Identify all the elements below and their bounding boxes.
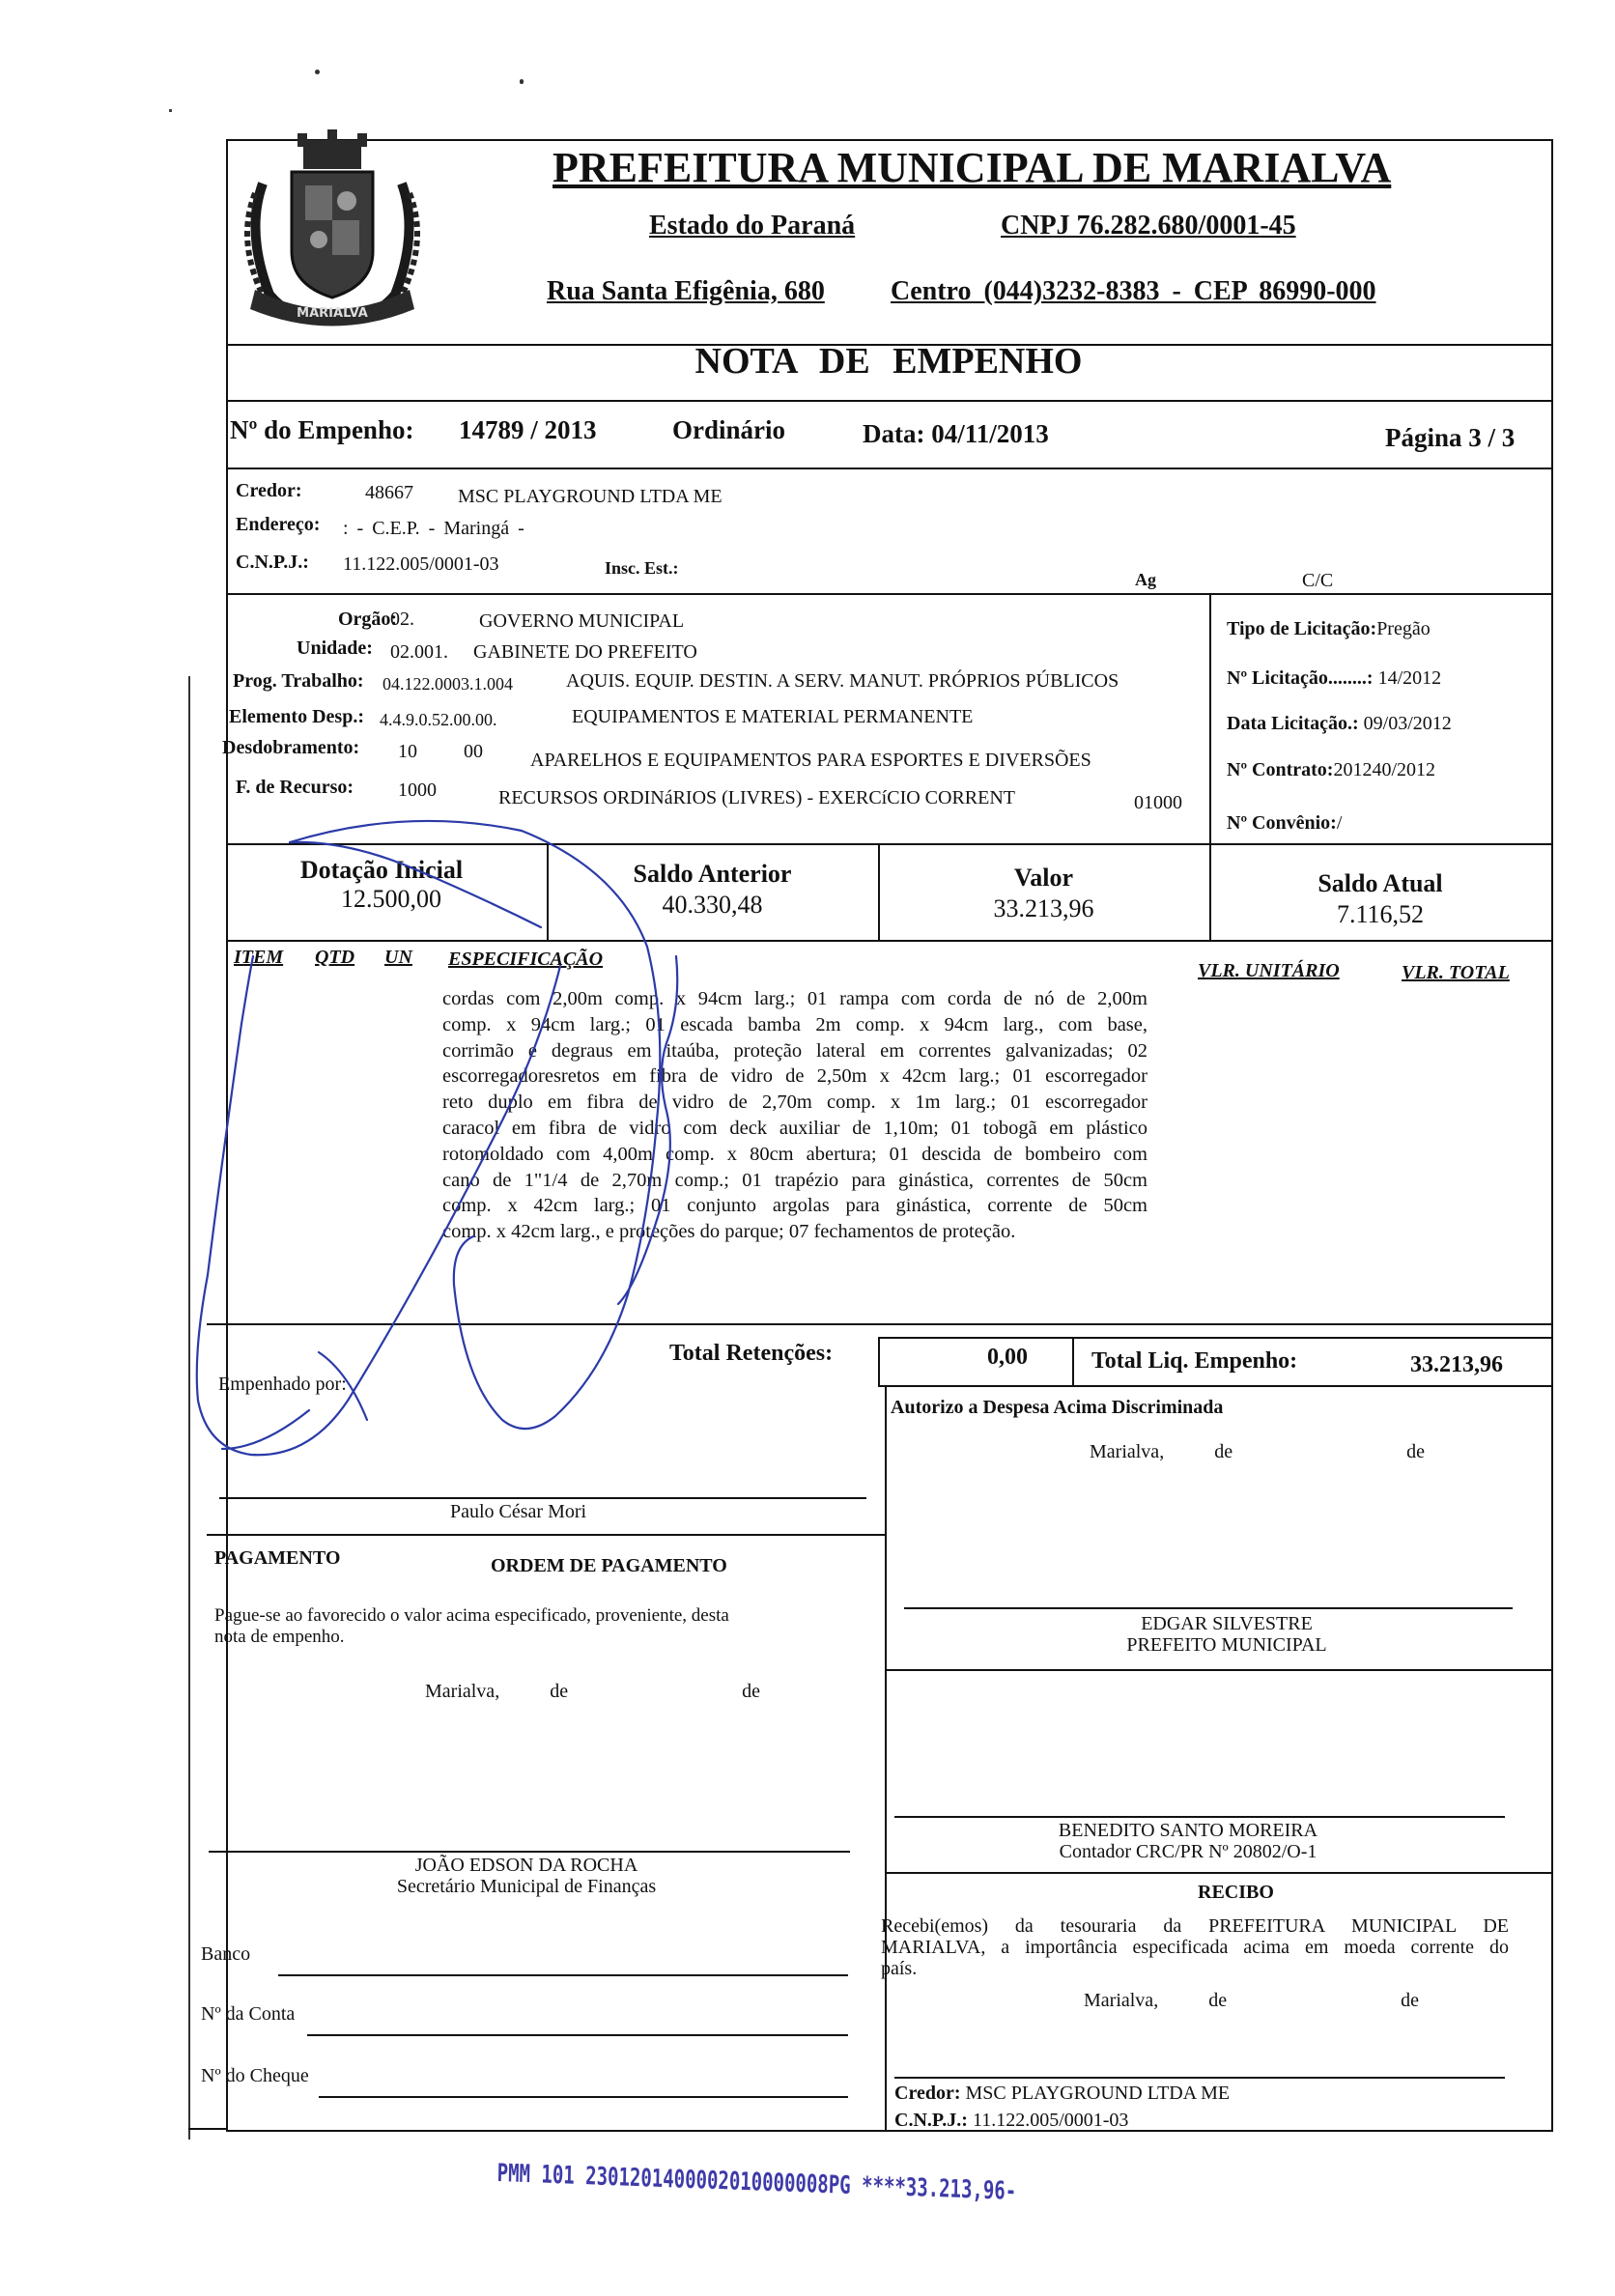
recibo-line: país.: [881, 1958, 918, 1979]
recibo-label: RECIBO: [1198, 1882, 1274, 1903]
numero-licitacao-label: Nº Licitação........:: [1227, 667, 1374, 689]
cnpj-field-label: C.N.P.J.:: [236, 552, 309, 573]
spec-line: comp. x 94cm larg.; 01 escada bamba 2m comp. x 94cm larg., com base,: [442, 1013, 1148, 1035]
liquido-value: 33.213,96: [1410, 1352, 1503, 1377]
orgao-label: Orgão:: [338, 609, 398, 630]
page-title: PREFEITURA MUNICIPAL DE MARIALVA: [552, 144, 1392, 191]
recibo-cnpj-label: C.N.P.J.:: [894, 2110, 968, 2131]
valor-value: 33.213,96: [993, 894, 1094, 922]
spec-line: cordas com 2,00m comp. x 94cm larg.; 01 rampa com corda de nó de 2,00m: [442, 988, 1148, 1009]
col-unit-value: VLR. UNITÁRIO: [1198, 960, 1340, 981]
orgao-code: 02.: [390, 609, 414, 630]
spec-line: rotomoldado com 4,00m comp. x 80cm abertura; 01 descida de bombeiro com: [442, 1143, 1148, 1165]
date-de-1: de: [1208, 1990, 1228, 2011]
spec-line: caracol em fibra de vidro com deck auxiliar de 1,10m; 01 tobogã em plástico: [442, 1117, 1148, 1139]
desdobramento-label: Desdobramento:: [222, 737, 360, 758]
cnpj-label: CNPJ 76.282.680/0001-45: [1001, 211, 1296, 241]
elemento-code: 4.4.9.0.52.00.00.: [380, 710, 497, 729]
credor-address: : - C.E.P. - Maringá -: [343, 518, 524, 539]
desdobramento-name: APARELHOS E EQUIPAMENTOS PARA ESPORTES E DIVERSÕES: [530, 750, 1091, 771]
col-item: ITEM: [234, 947, 284, 968]
convenio-value: /: [1336, 812, 1343, 834]
elemento-label: Elemento Desp.:: [229, 706, 364, 727]
date-de-2: de: [742, 1681, 760, 1702]
machine-print-stamp: PMM 101 2301201400002010000008PG ****33.213,96-: [496, 2159, 1017, 2206]
spec-line: comp. x 42cm larg., e proteções do parque; 07 fechamentos de proteção.: [442, 1221, 1016, 1243]
credor-label: Credor:: [236, 480, 302, 501]
saldo-atual-value: 7.116,52: [1336, 900, 1425, 928]
date-city: Marialva,: [1090, 1441, 1165, 1462]
pagamento-label: PAGAMENTO: [214, 1547, 341, 1569]
dotacao-value: 12.500,00: [341, 885, 441, 913]
col-un: UN: [384, 947, 412, 968]
unidade-label: Unidade:: [297, 638, 373, 659]
document-title: NOTA DE EMPENHO: [694, 341, 1083, 382]
empenhado-label: Empenhado por:: [218, 1374, 347, 1395]
page-number: Página 3 / 3: [1385, 423, 1516, 452]
address-field-label: Endereço:: [236, 514, 321, 535]
col-total-value: VLR. TOTAL: [1402, 962, 1510, 983]
ordem-label: ORDEM DE PAGAMENTO: [491, 1555, 727, 1576]
ordem-text-2: nota de empenho.: [214, 1627, 345, 1647]
contact-label: Centro (044)3232-8383 - CEP 86990-000: [891, 276, 1376, 306]
ag-label: Ag: [1135, 570, 1156, 589]
cc-label: C/C: [1302, 570, 1334, 591]
data-licitacao-value: 09/03/2012: [1363, 713, 1452, 734]
recibo-cnpj-value: 11.122.005/0001-03: [972, 2110, 1129, 2131]
prog-name: AQUIS. EQUIP. DESTIN. A SERV. MANUT. PRÓPRIOS PÚBLICOS: [566, 670, 1119, 692]
prog-label: Prog. Trabalho:: [233, 670, 364, 692]
recurso-name: RECURSOS ORDINáRIOS (LIVRES) - EXERCíCIO CORRENT: [498, 787, 1016, 808]
spec-line: corrimão e degraus em itaúba, proteção lateral em correntes galvanizadas; 02: [442, 1039, 1148, 1062]
banco-label: Banco: [201, 1943, 251, 1965]
spec-line: cano de 1"1/4 de 2,70m comp.; 01 trapézio para ginástica, correntes de 50cm: [442, 1169, 1148, 1191]
spec-line: escorregadoresretos em fibra de vidro de 2,50m x 42cm larg.; 01 escorregador: [442, 1065, 1148, 1088]
credor-code: 48667: [365, 482, 413, 503]
tipo-licitacao-label: Tipo de Licitação:: [1227, 618, 1377, 639]
recibo-credor-label: Credor:: [894, 2083, 961, 2104]
saldo-anterior-value: 40.330,48: [662, 891, 763, 919]
date-de-2: de: [1401, 1990, 1419, 2011]
empenho-number: 14789 / 2013: [459, 415, 597, 444]
valor-label: Valor: [1013, 864, 1074, 892]
date-de-1: de: [1214, 1441, 1233, 1462]
liquido-label: Total Liq. Empenho:: [1091, 1348, 1298, 1374]
date-city: Marialva,: [1084, 1990, 1159, 2011]
tipo-licitacao-value: Pregão: [1376, 618, 1431, 639]
data-licitacao-label: Data Licitação.:: [1227, 713, 1359, 734]
contador-title: Contador CRC/PR Nº 20802/O-1: [1059, 1841, 1318, 1862]
col-qtd: QTD: [315, 947, 355, 968]
unidade-name: GABINETE DO PREFEITO: [473, 641, 697, 663]
orgao-name: GOVERNO MUNICIPAL: [479, 610, 685, 632]
conta-label: Nº da Conta: [201, 2003, 296, 2025]
saldo-atual-label: Saldo Atual: [1318, 869, 1443, 897]
empenho-number-label: Nº do Empenho:: [230, 415, 414, 444]
retencoes-label: Total Retenções:: [669, 1341, 834, 1366]
credor-cnpj: 11.122.005/0001-03: [343, 553, 499, 575]
empenhado-name: Paulo César Mori: [450, 1501, 587, 1522]
convenio-label: Nº Convênio:: [1227, 812, 1337, 834]
numero-licitacao-value: 14/2012: [1377, 667, 1442, 689]
recibo-line: Recebi(emos) da tesouraria da PREFEITURA MUNICIPAL DE: [881, 1915, 1509, 1937]
recurso-code-2: 01000: [1134, 792, 1182, 813]
col-spec: ESPECIFICAÇÃO: [448, 949, 604, 970]
autorizo-label: Autorizo a Despesa Acima Discriminada: [891, 1397, 1224, 1418]
prefeito-title: PREFEITO MUNICIPAL: [1126, 1634, 1327, 1656]
recibo-line: MARIALVA, a importância especificada acima em moeda corrente do: [881, 1937, 1509, 1958]
prog-code: 04.122.0003.1.004: [382, 674, 513, 694]
credor-name: MSC PLAYGROUND LTDA ME: [458, 486, 722, 507]
dotacao-label: Dotação Inicial: [299, 856, 464, 884]
secretario-title: Secretário Municipal de Finanças: [396, 1876, 657, 1897]
ordem-text-1: Pague-se ao favorecido o valor acima especificado, proveniente, desta: [214, 1605, 729, 1626]
recibo-credor-value: MSC PLAYGROUND LTDA ME: [965, 2083, 1231, 2104]
elemento-name: EQUIPAMENTOS E MATERIAL PERMANENTE: [572, 706, 974, 727]
secretario-name: JOÃO EDSON DA ROCHA: [414, 1855, 638, 1876]
saldo-anterior-label: Saldo Anterior: [633, 860, 792, 888]
date-de-1: de: [550, 1681, 569, 1702]
spec-line: reto duplo em fibra de vidro de 2,70m comp. x 1m larg.; 01 escorregador: [442, 1091, 1148, 1114]
spec-line: comp. x 42cm larg.; 01 conjunto argolas para ginástica, corrente de 50cm: [442, 1195, 1148, 1217]
state-label: Estado do Paraná: [649, 211, 856, 241]
date-city: Marialva,: [425, 1681, 500, 1702]
contador-name: BENEDITO SANTO MOREIRA: [1058, 1820, 1318, 1841]
contrato-label: Nº Contrato:: [1227, 759, 1334, 780]
date-de-2: de: [1406, 1441, 1425, 1462]
retencoes-value: 0,00: [987, 1345, 1028, 1370]
svg-text:MARIALVA: MARIALVA: [297, 306, 368, 321]
empenho-date: Data: 04/11/2013: [863, 419, 1049, 448]
address-label: Rua Santa Efigênia, 680: [547, 276, 825, 306]
desdobramento-code-1: 10: [398, 741, 417, 762]
insc-label: Insc. Est.:: [605, 558, 679, 578]
contrato-value: 201240/2012: [1333, 759, 1436, 780]
prefeito-name: EDGAR SILVESTRE: [1141, 1613, 1313, 1634]
cheque-label: Nº do Cheque: [201, 2065, 309, 2086]
empenho-type: Ordinário: [672, 415, 786, 444]
recurso-code: 1000: [398, 780, 437, 801]
unidade-code: 02.001.: [390, 641, 448, 663]
recurso-label: F. de Recurso:: [236, 777, 354, 798]
desdobramento-code-2: 00: [464, 741, 483, 762]
